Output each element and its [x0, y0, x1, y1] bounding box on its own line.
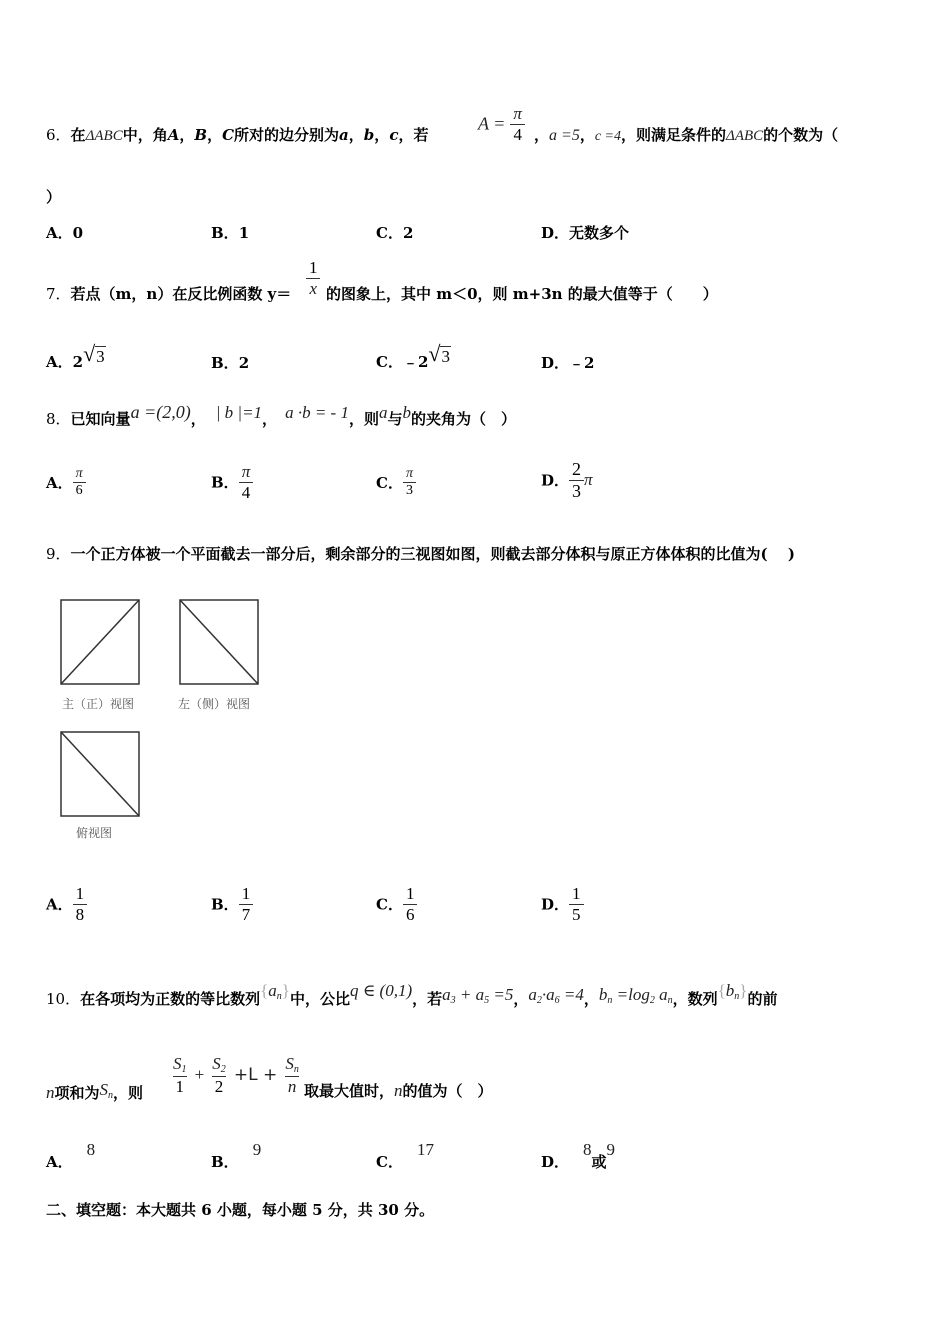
denominator: 3 [569, 480, 584, 502]
front-view-diagonal [61, 600, 139, 684]
option-value: ﹣2 [569, 354, 595, 372]
option-9-B[interactable] [211, 884, 253, 924]
option-letter: C． [376, 895, 403, 914]
option-6-C[interactable] [376, 222, 413, 243]
denominator: 6 [403, 904, 418, 925]
option-letter: C． [376, 224, 403, 242]
numerator: 1 [572, 884, 581, 903]
option-letter: D． [541, 354, 570, 372]
text: ， [348, 126, 364, 144]
option-value-2: 9 [606, 1140, 616, 1159]
numerator [170, 1054, 190, 1076]
option-7-A[interactable] [46, 343, 106, 372]
fraction [403, 466, 416, 499]
option-10-B[interactable] [211, 1140, 261, 1172]
vector-b-norm: | b |=1 [215, 403, 263, 422]
sequence-a [260, 981, 290, 1000]
fraction [510, 104, 525, 144]
side-view-caption: 左（侧）视图 [178, 697, 251, 711]
math: n [46, 1083, 55, 1102]
option-value: 无数多个 [569, 224, 630, 242]
brace-left: { [260, 981, 269, 1000]
eq-a3-a5 [442, 985, 513, 1004]
option-6-B[interactable] [211, 222, 249, 243]
numerator: 1 [241, 884, 251, 903]
fraction [569, 884, 584, 924]
math: a =5 [549, 127, 580, 144]
question-6-stem [46, 124, 428, 145]
numerator: π [241, 462, 251, 481]
option-coef: ﹣2 [402, 353, 429, 371]
math: =5 [489, 985, 514, 1004]
question-number: 6． [46, 126, 71, 144]
numerator: 2 [572, 459, 582, 479]
question-10-stem-line2a [46, 1080, 143, 1103]
brace-right: } [281, 981, 290, 1000]
text: ， [583, 990, 599, 1008]
fraction-S1-over-1 [170, 1054, 190, 1096]
question-10-stem-line1 [46, 981, 777, 1009]
math: c [389, 126, 399, 144]
math: ΔABC [85, 128, 123, 144]
subscript: 5 [484, 995, 490, 1006]
question-number: 8． [46, 410, 71, 428]
brace-left: { [717, 981, 726, 1000]
text: 中，公比 [289, 990, 350, 1008]
option-10-D[interactable] [541, 1140, 615, 1172]
subscript: n [667, 995, 673, 1006]
math: =4 [559, 985, 584, 1004]
option-8-A[interactable] [46, 466, 86, 499]
option-6-D[interactable] [541, 222, 629, 243]
sum-of-fractions [170, 1054, 302, 1096]
radicand: 3 [96, 347, 105, 366]
denominator: 7 [239, 904, 254, 925]
text: ， [190, 410, 206, 428]
option-letter: B． [211, 224, 239, 242]
denominator: 6 [73, 482, 86, 499]
option-value: 2 [402, 224, 414, 242]
fraction [73, 466, 86, 499]
sum-Sn [100, 1080, 114, 1099]
text: ，数列 [672, 990, 718, 1008]
option-10-A[interactable] [46, 1140, 95, 1172]
math: S [173, 1054, 182, 1073]
fraction-S2-over-2 [209, 1054, 229, 1096]
text: ， [262, 410, 278, 428]
math: b [725, 981, 735, 1000]
subscript: 2 [649, 995, 655, 1006]
brace-right: } [739, 981, 748, 1000]
math: C [222, 126, 235, 144]
text: 的值为（ ） [402, 1082, 493, 1100]
math: a [528, 985, 537, 1004]
numerator [209, 1054, 229, 1076]
math: + a [455, 985, 485, 1004]
option-letter: D． [541, 895, 570, 914]
option-letter: A． [46, 353, 73, 371]
option-letter: D． [541, 224, 570, 242]
denominator: 2 [212, 1076, 227, 1097]
option-value: 9 [252, 1140, 262, 1159]
denominator: 4 [510, 124, 525, 145]
option-9-C[interactable] [376, 884, 417, 924]
plus-sign: + [194, 1065, 205, 1085]
option-8-D[interactable] [541, 459, 593, 501]
question-10-stem-line2b [304, 1080, 493, 1101]
text: 项和为 [54, 1084, 100, 1102]
sqrt [83, 343, 106, 367]
top-view-caption: 俯视图 [76, 826, 113, 840]
text: ，若 [412, 990, 443, 1008]
option-8-C[interactable] [376, 466, 416, 499]
option-letter: C． [376, 1153, 403, 1171]
option-letter: B． [211, 354, 239, 372]
option-value: 2 [238, 354, 250, 372]
text: 在 [70, 126, 86, 144]
numerator: 1 [75, 884, 85, 903]
text: ，则满足条件的 [621, 126, 727, 144]
text: 所对的边分别为 [234, 126, 340, 144]
option-7-C[interactable] [376, 343, 451, 372]
section-heading: 二、填空题：本大题共 6 小题，每小题 5 分，共 30 分。 [46, 1201, 435, 1219]
denominator: 5 [569, 904, 584, 925]
fraction [306, 258, 321, 298]
subscript: n [276, 991, 282, 1002]
dot-product: a ·b = - 1 [285, 403, 349, 422]
subscript: 2 [220, 1064, 226, 1075]
math: a [268, 981, 277, 1000]
math: A = [478, 113, 506, 134]
subscript: n [607, 995, 613, 1006]
fraction [239, 462, 254, 502]
sqrt [428, 343, 451, 367]
subscript: 1 [181, 1064, 187, 1075]
ellipsis-plus: +L + [233, 1065, 278, 1086]
eq-bn-log [599, 985, 673, 1004]
math: S [285, 1054, 294, 1073]
question-7-stem-a [46, 283, 291, 304]
condition-A-eq-pi-over-4 [478, 104, 525, 144]
denominator: 1 [173, 1076, 188, 1097]
side-view [180, 600, 258, 684]
option-letter: C． [376, 353, 403, 371]
text: ， [534, 126, 550, 144]
option-coef: 2 [72, 353, 84, 371]
fraction [73, 884, 88, 924]
top-view [61, 732, 139, 816]
option-letter: D． [541, 1153, 570, 1171]
math: b [363, 126, 375, 144]
radical-sign: √ [83, 341, 96, 366]
numerator: 1 [309, 258, 318, 277]
option-6-A[interactable] [46, 222, 83, 243]
text: 中，角 [122, 126, 168, 144]
subscript: n [293, 1064, 299, 1075]
sequence-b [718, 981, 748, 1000]
question-7-stem-b: 的图象上，其中 m＜0，则 m+3n 的最大值等于（ ） [326, 285, 718, 303]
denominator: x [306, 278, 320, 299]
subscript: n [734, 991, 740, 1002]
option-or: 或 [591, 1153, 607, 1171]
fraction [569, 459, 584, 501]
math: c =4 [594, 129, 621, 144]
denominator: n [285, 1076, 300, 1097]
radical-sign: √ [428, 341, 441, 366]
option-value: 8 [86, 1140, 96, 1159]
radicand: 3 [441, 347, 450, 366]
question-number: 9． [46, 545, 71, 563]
top-view-diagonal [61, 732, 139, 816]
fraction [239, 884, 254, 924]
text: 一个正方体被一个平面截去一部分后，剩余部分的三视图如图，则截去部分体积与原正方体体积的比值为( ) [70, 545, 795, 563]
fraction [403, 884, 418, 924]
eq-a2-a6 [528, 985, 583, 1004]
numerator: π [75, 466, 83, 481]
question-number: 10． [46, 990, 81, 1008]
option-letter: C． [376, 474, 403, 493]
math: a [378, 403, 388, 422]
text: ， [207, 126, 223, 144]
question-number: 7． [46, 285, 71, 303]
option-letter: B． [211, 473, 239, 492]
question-8-stem [46, 402, 516, 429]
option-value: 1 [238, 224, 250, 242]
option-letter: A． [46, 224, 73, 242]
denominator: 4 [239, 482, 254, 503]
option-letter: A． [46, 474, 73, 493]
text: 与 [387, 410, 403, 428]
text: ，则 [348, 410, 379, 428]
text: ， [179, 126, 195, 144]
text: 已知向量 [70, 410, 131, 428]
fraction-1-over-x [306, 258, 321, 298]
option-7-D[interactable] [541, 352, 594, 373]
math: n [394, 1081, 403, 1100]
text: ， [579, 126, 595, 144]
subscript: 2 [536, 995, 542, 1006]
text: 的夹角为（ ） [410, 410, 516, 428]
math: a [654, 985, 668, 1004]
option-letter: B． [211, 895, 239, 914]
front-view-caption: 主（正）视图 [62, 697, 135, 711]
option-10-C[interactable] [376, 1140, 434, 1172]
math: a [339, 126, 349, 144]
math: a [442, 985, 451, 1004]
option-value: 17 [416, 1140, 434, 1159]
question-6-close: ） [46, 188, 62, 206]
text: 的前 [747, 990, 778, 1008]
denominator: 8 [73, 904, 88, 925]
text: ，则 [113, 1084, 144, 1102]
option-letter: B． [211, 1153, 239, 1171]
numerator: π [405, 466, 413, 481]
fraction-Sn-over-n [282, 1054, 302, 1096]
text: ， [513, 990, 529, 1008]
math: =log [612, 985, 650, 1004]
numerator: 1 [405, 884, 415, 903]
front-view [61, 600, 139, 684]
option-letter: A． [46, 1153, 73, 1171]
text: 取最大值时， [304, 1082, 395, 1100]
question-6-stem-cont [534, 124, 838, 145]
text: ， [374, 126, 390, 144]
math: b [402, 403, 411, 422]
option-value: 8 [583, 1140, 592, 1159]
text: ，若 [398, 126, 429, 144]
text: 在各项均为正数的等比数列 [80, 990, 261, 1008]
math: S [99, 1080, 109, 1099]
denominator: 3 [403, 482, 416, 499]
subscript: 6 [554, 995, 560, 1006]
question-9-stem [46, 543, 795, 564]
option-7-B[interactable] [211, 352, 249, 373]
pi-suffix: π [584, 470, 593, 490]
text: 的个数为（ [763, 126, 839, 144]
math: B [194, 126, 208, 144]
option-letter: A． [46, 895, 73, 914]
vector-a-value: a =(2,0) [130, 402, 191, 422]
text: 若点（m，n）在反比例函数 y＝ [70, 285, 292, 303]
math: b [598, 985, 608, 1004]
option-letter: D． [541, 471, 570, 490]
side-view-diagonal [180, 600, 258, 684]
option-9-A[interactable] [46, 884, 87, 924]
subscript: 3 [450, 995, 456, 1006]
ratio-range: q ∈ (0,1) [349, 981, 413, 1000]
math: ΔABC [726, 128, 764, 144]
option-8-B[interactable] [211, 462, 253, 502]
option-9-D[interactable] [541, 884, 584, 924]
numerator [282, 1054, 302, 1076]
subscript: n [108, 1090, 114, 1101]
math: A [167, 126, 180, 144]
option-value: 0 [72, 224, 84, 242]
numerator: π [513, 104, 522, 123]
three-view-figure [56, 595, 276, 845]
math: S [212, 1054, 221, 1073]
math: ·a [541, 985, 555, 1004]
